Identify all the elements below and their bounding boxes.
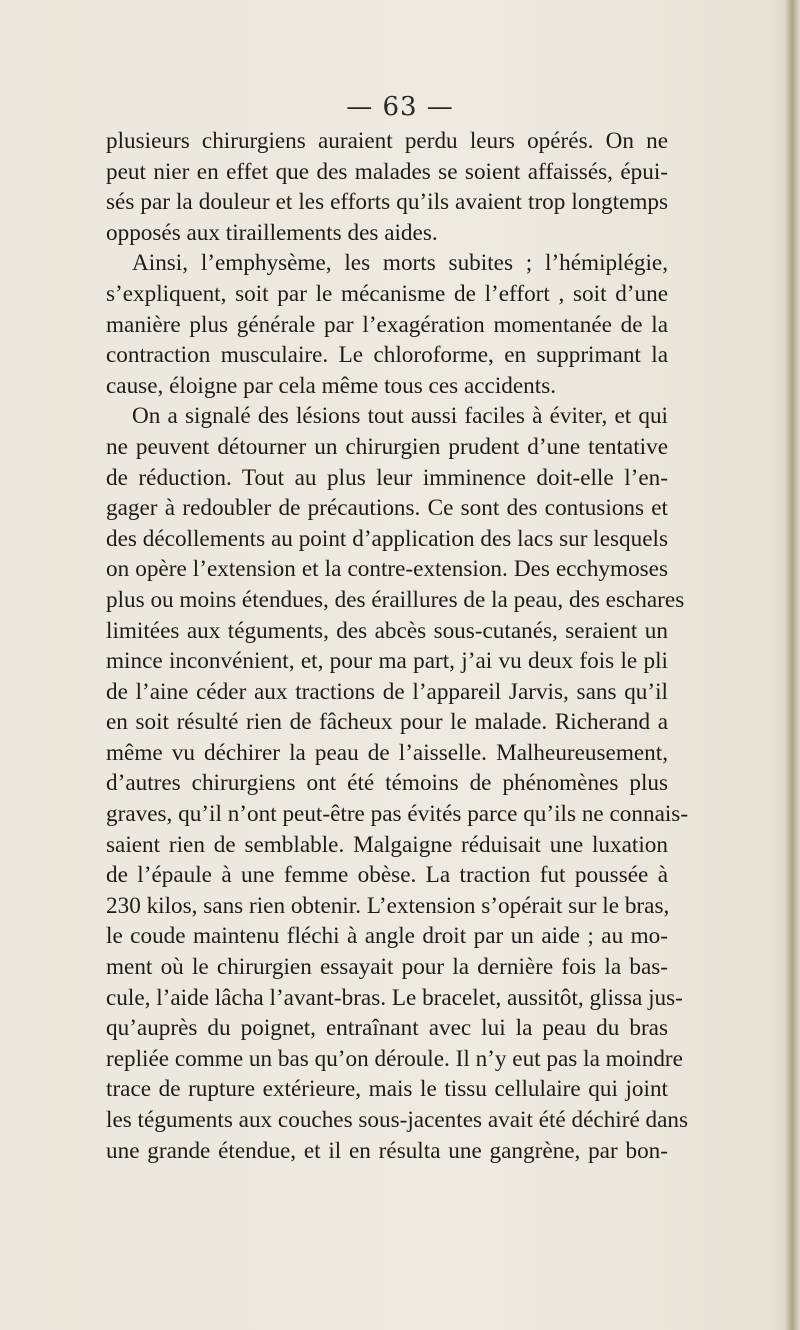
text-line: On a signalé des lésions tout aussi faciles à éviter, et qui <box>132 403 668 430</box>
text-line: de réduction. Tout au plus leur imminence doit-elle l’en- <box>106 464 668 491</box>
text-line: peut nier en effet que des malades se soient affaissés, épui- <box>106 158 668 185</box>
text-line: s’expliquent, soit par le mécanisme de l’effort , soit d’une <box>106 280 668 307</box>
text-line: Ainsi, l’emphysème, les morts subites ; l’hémiplégie, <box>132 250 668 277</box>
page-edge <box>786 0 800 1330</box>
text-line: graves, qu’il n’ont peut-être pas évités parce qu’ils ne connais- <box>106 801 689 828</box>
text-line: on opère l’extension et la contre-extension. Des ecchymoses <box>106 556 668 583</box>
text-line: les téguments aux couches sous-jacentes avait été déchiré dans <box>106 1107 689 1133</box>
text-line: une grande étendue, et il en résulta une gangrène, par bon- <box>106 1137 668 1164</box>
text-line: qu’auprès du poignet, entraînant avec lui la peau du bras <box>106 1015 668 1042</box>
text-line: contraction musculaire. Le chloroforme, en supprimant la <box>106 342 668 369</box>
text-line: gager à redoubler de précautions. Ce sont des contusions et <box>106 495 668 522</box>
text-line: mince inconvénient, et, pour ma part, j’ai vu deux fois le pli <box>106 648 668 675</box>
text-line: ne peuvent détourner un chirurgien prudent d’une tentative <box>106 433 668 460</box>
text-line: trace de rupture extérieure, mais le tissu cellulaire qui joint <box>106 1076 668 1103</box>
text-line: d’autres chirurgiens ont été témoins de phénomènes plus <box>106 770 668 797</box>
text-line: en soit résulté rien de fâcheux pour le malade. Richerand a <box>106 709 668 736</box>
page-number: — 63 — <box>346 92 454 122</box>
text-line: limitées aux téguments, des abcès sous-cutanés, seraient un <box>106 617 668 644</box>
text-line: manière plus générale par l’exagération momentanée de la <box>106 311 668 338</box>
text-line: cause, éloigne par cela même tous ces accidents. <box>106 372 557 399</box>
text-line: de l’épaule à une femme obèse. La traction fut poussée à <box>106 862 668 889</box>
text-line: des décollements au point d’application des lacs sur lesquels <box>106 525 668 552</box>
text-line: 230 kilos, sans rien obtenir. L’extension s’opérait sur le bras, <box>106 892 670 919</box>
text-line: opposés aux tiraillements des aides. <box>106 219 438 246</box>
text-line: repliée comme un bas qu’on déroule. Il n’y eut pas la moindre <box>106 1045 683 1072</box>
text-line: même vu déchirer la peau de l’aisselle. Malheureusement, <box>106 739 668 766</box>
text-line: de l’aine céder aux tractions de l’appareil Jarvis, sans qu’il <box>106 678 668 705</box>
text-line: le coude maintenu fléchi à angle droit par un aide ; au mo- <box>106 923 668 950</box>
text-line: cule, l’aide lâcha l’avant-bras. Le bracelet, aussitôt, glissa jus- <box>106 984 683 1011</box>
body-text <box>106 126 689 1166</box>
text-line: plus ou moins étendues, des éraillures de la peau, des eschares <box>106 586 685 613</box>
text-line: plusieurs chirurgiens auraient perdu leurs opérés. On ne <box>106 128 668 154</box>
text-line: saient rien de semblable. Malgaigne réduisait une luxation <box>106 831 668 858</box>
text-line: sés par la douleur et les efforts qu’ils avaient trop longtemps <box>106 189 668 216</box>
text-line: ment où le chirurgien essayait pour la dernière fois la bas- <box>106 954 668 981</box>
